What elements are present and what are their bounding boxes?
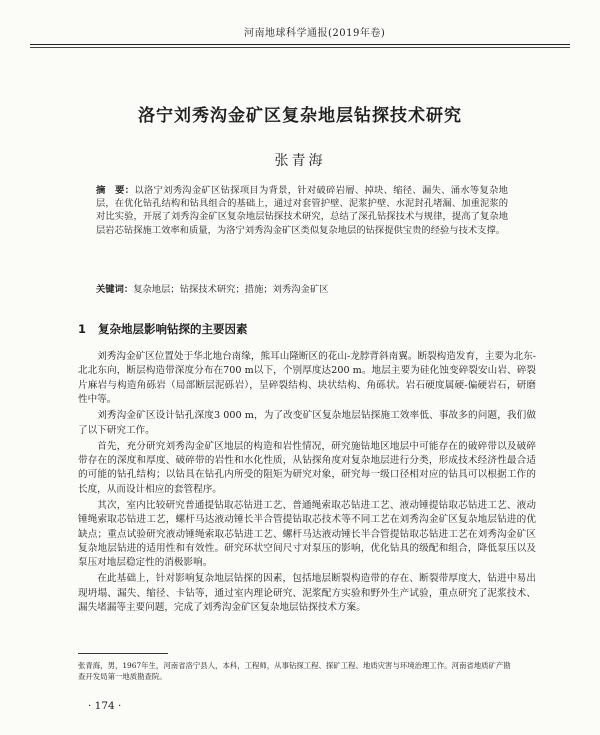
section-title: 复杂地层影响钻探的主要因素 — [98, 322, 248, 336]
author-footnote: 张青海，男，1967年生，河南省洛宁县人，本科，工程师，从事钻探工程、探矿工程、地质灾害与环境治理工作。河南省地质矿产勘查开发局第一地质勘查院。 — [78, 661, 511, 681]
header-divider — [30, 44, 570, 45]
journal-header: 河南地球科学通报(2019年卷) — [244, 28, 386, 39]
paragraph: 首先，充分研究刘秀沟金矿区地层的构造和岩性情况，研究施钻地区地层中可能存在的破碎带以及破碎带存在的深度和厚度、破碎带的岩性和水化性质，从钻探角度对复杂地层进行分类，形成技术经济性最合适的可能的钻孔结构；以钻具在钻孔内所受的阻矩为研究对象，研究每一级口径相对应的钻具可以根据工作的长度，从而设计相应的套管程序。 — [78, 440, 536, 495]
keywords — [96, 283, 508, 296]
section-heading — [78, 321, 248, 337]
paragraph: 在此基础上，针对影响复杂地层钻探的因素，包括地层断裂构造带的存在、断裂带厚度大，钻进中易出现坍塌、漏失、缩径、卡钻等，通过室内理论研究、泥浆配方实验和野外生产试验，重点研究了泥浆技术、漏失堵漏等主要问题，完成了刘秀沟金矿区复杂地层钻探技术方案。 — [78, 573, 536, 614]
author-name: 张青海 — [274, 153, 326, 169]
abstract — [96, 184, 508, 237]
abstract-text: 以洛宁刘秀沟金矿区钻探项目为背景，针对破碎岩層、掉块、缩径、漏失、涌水等复杂地层，在优化钻孔结构和钻具组合的基础上，通过对套管护壁、泥浆护壁、水泥封孔堵漏、加重泥浆的对比实验，开展了刘秀沟金矿区复杂地层钻探技术研究，总结了深孔钻探技术与规律，提高了复杂地层岩芯钻探施工效率和质量，为洛宁刘秀沟金矿区类似复杂地层的钻探提供宝贵的经验与技术支撑。 — [96, 185, 508, 236]
body-text — [78, 350, 536, 617]
paragraph: 其次，室内比较研究普通提钻取芯钻进工艺、普通绳索取芯钻进工艺、液动锤提钻取芯钻进工艺、液动锤绳索取芯钻进工艺，螺杆马达液动锤长半合管提钻取芯技术等不同工艺在刘秀沟金矿区复杂地层钻进的优缺点；重点试验研究液动锤绳索取芯钻进工艺、螺杆马达液动锤长半合管提钻取芯钻进工艺在刘秀沟金矿区复杂地层钻进的适用性和有效性。研究环状空间尺寸对泵压的影响，优化钻具的级配和组合，降低泵压以及泵压对地层稳定性的消极影响。 — [78, 499, 536, 569]
header-divider-thin — [30, 47, 570, 48]
section-number: 1 — [78, 322, 87, 336]
page-number: · 174 · — [88, 700, 122, 712]
paragraph: 刘秀沟金矿区设计钻孔深度3 000 m，为了改变矿区复杂地层钻探施工效率低、事故多的问题，我们做了以下研究工作。 — [78, 410, 536, 436]
footnote-divider — [78, 653, 168, 654]
keywords-label: 关键词： — [96, 284, 134, 295]
paragraph: 刘秀沟金矿区位置处于华北地台南缘，熊耳山隆断区的花山-龙脖背斜南翼。断裂构造发育，主要为北东-北北东向，断层构造带深度分布在700 m以下，个别厚度达200 m。地层主要为硅化蚀变碎裂安山岩、碎裂片麻岩与构造角砾岩（局部断层泥砾岩），呈碎裂结构、块状结构、角砾状。岩石硬度属硬-偏硬岩石，研磨性中等。 — [78, 351, 536, 406]
keywords-text: 复杂地层；钻探技术研究；措施；刘秀沟金矿区 — [133, 284, 329, 295]
abstract-label: 摘 要： — [96, 185, 135, 196]
paper-title: 洛宁刘秀沟金矿区复杂地层钻探技术研究 — [138, 106, 462, 126]
